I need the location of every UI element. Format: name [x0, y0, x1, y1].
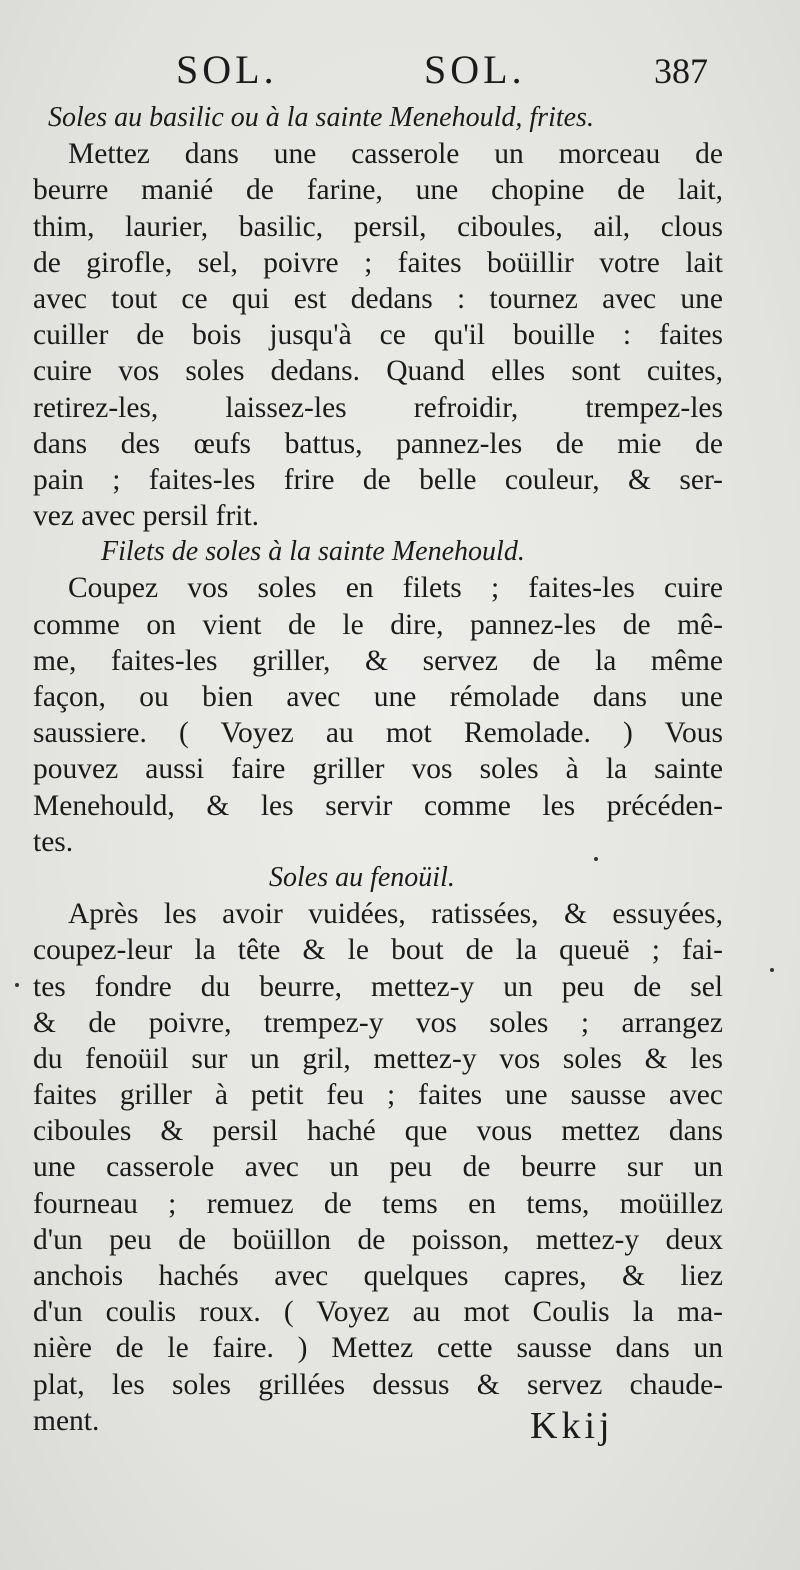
text-line: cuire vos soles dedans. Quand elles sont cuites,: [33, 355, 723, 388]
text-line: beurre manié de farine, une chopine de lait,: [33, 174, 723, 207]
text-line: du fenoüil sur un gril, mettez-y vos soles & les: [33, 1042, 723, 1075]
page-body: [33, 100, 723, 1439]
text-line: avec tout ce qui est dedans : tournez avec une: [33, 282, 723, 315]
page-number: 387: [654, 51, 708, 91]
text-line: ment.: [33, 1404, 100, 1437]
text-line: Coupez vos soles en filets ; faites-les cuire: [68, 572, 723, 605]
text-line: Mettez dans une casserole un morceau de: [68, 138, 723, 171]
text-line: comme on vient de le dire, pannez-les de mê-: [33, 608, 723, 641]
text-line: d'un coulis roux. ( Voyez au mot Coulis la ma-: [33, 1296, 723, 1329]
section-heading-soles-basilic: Soles au basilic ou à la sainte Menehould, frites.: [48, 102, 594, 133]
text-line: nière de le faire. ) Mettez cette sausse dans un: [33, 1332, 723, 1365]
text-line: cuiller de bois jusqu'à ce qu'il bouille : faites: [33, 319, 723, 352]
text-line: une casserole avec un peu de beurre sur un: [33, 1151, 723, 1184]
text-line: ciboules & persil haché que vous mettez dans: [33, 1115, 723, 1148]
text-line: coupez-leur la tête & le bout de la queuë ; fai-: [33, 934, 723, 967]
text-line: d'un peu de boüillon de poisson, mettez-y deux: [33, 1223, 723, 1256]
text-line: thim, laurier, basilic, persil, ciboules, ail, clous: [33, 210, 723, 243]
running-header: [0, 46, 800, 106]
text-line: pouvez aussi faire griller vos soles à la sainte: [33, 753, 723, 786]
ink-speck: [594, 857, 598, 861]
header-left-word: SOL.: [176, 47, 278, 92]
section-heading-soles-au-fenouil: Soles au fenoüil.: [269, 861, 455, 893]
header-center-word: SOL.: [424, 47, 526, 92]
text-line: pain ; faites-les frire de belle couleur, & ser-: [33, 463, 723, 496]
text-line: faites griller à petit feu ; faites une sausse avec: [33, 1079, 723, 1112]
text-line: me, faites-les griller, & servez de la même: [33, 644, 723, 677]
text-line: plat, les soles grillées dessus & servez chaude-: [33, 1368, 723, 1401]
signature-mark: Kkij: [530, 1405, 614, 1447]
ink-speck: [770, 968, 774, 972]
section-heading-filets-de-soles: Filets de soles à la sainte Menehould.: [101, 536, 525, 568]
text-line: tes fondre du beurre, mettez-y un peu de sel: [33, 970, 723, 1003]
text-line: vez avec persil frit.: [33, 500, 260, 533]
text-line: Après les avoir vuidées, ratissées, & essuyées,: [68, 898, 723, 931]
text-line: de girofle, sel, poivre ; faites boüillir votre lait: [33, 246, 723, 279]
text-line: fourneau ; remuez de tems en tems, moüillez: [33, 1187, 723, 1220]
text-line: Menehould, & les servir comme les précéden-: [33, 789, 723, 822]
text-line: saussiere. ( Voyez au mot Remolade. ) Vous: [33, 717, 723, 750]
ink-speck: [15, 983, 19, 987]
text-line: façon, ou bien avec une rémolade dans une: [33, 681, 723, 713]
text-line: tes.: [33, 825, 74, 858]
text-line: dans des œufs battus, pannez-les de mie de: [33, 427, 723, 460]
text-line: retirez-les, laissez-les refroidir, trempez-les: [33, 391, 723, 424]
text-line: & de poivre, trempez-y vos soles ; arrangez: [33, 1006, 723, 1039]
text-line: anchois hachés avec quelques capres, & liez: [33, 1260, 723, 1292]
